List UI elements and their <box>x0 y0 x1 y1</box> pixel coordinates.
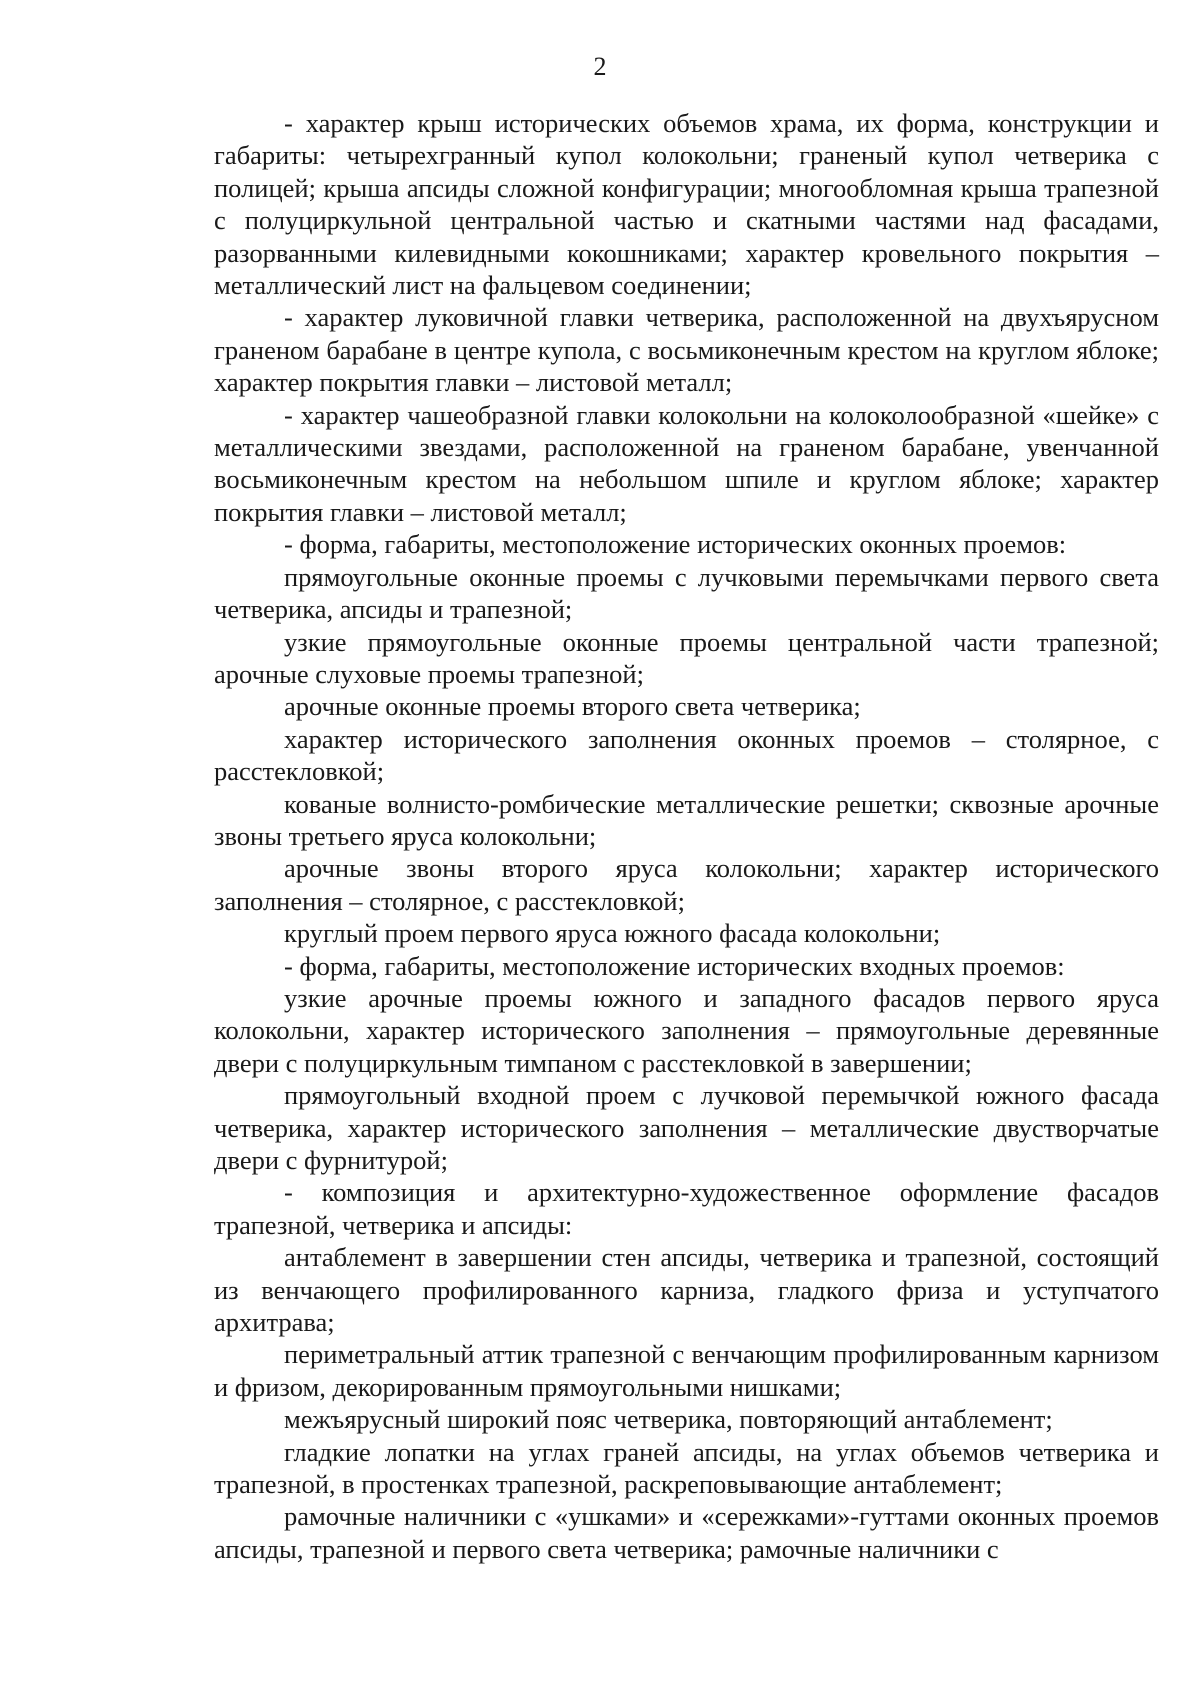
paragraph: межъярусный широкий пояс четверика, повторяющий антаблемент; <box>284 1404 1053 1435</box>
paragraph: - форма, габариты, местоположение исторических входных проемов: <box>284 950 1065 981</box>
paragraph: - характер крыш исторических объемов храма, их форма, конструкции и габариты: четырехгранный купол колокольни; граненый купол четверика с полицей; крыша апсиды сложной конфигурации; многообломная крыша трапезной с полуциркульной центральной частью и скатными частями над фасадами, разорванными килевидными кокошниками; характер кровельного покрытия – металлический лист на фальцевом соединении; <box>214 108 1159 301</box>
paragraph: - характер луковичной главки четверика, расположенной на двухъярусном граненом барабане в центре купола, с восьмиконечным крестом на круглом яблоке; характер покрытия главки – листовой металл; <box>214 302 1159 398</box>
paragraph: антаблемент в завершении стен апсиды, четверика и трапезной, состоящий из венчающего профилированного карниза, гладкого фриза и уступчатого архитрава; <box>214 1242 1159 1338</box>
paragraph: прямоугольные оконные проемы с лучковыми перемычками первого света четверика, апсиды и трапезной; <box>214 561 1159 625</box>
paragraph: - форма, габариты, местоположение исторических оконных проемов: <box>284 529 1067 560</box>
paragraph: гладкие лопатки на углах граней апсиды, на углах объемов четверика и трапезной, в простенках трапезной, раскреповывающие антаблемент; <box>214 1436 1159 1500</box>
paragraph: круглый проем первого яруса южного фасада колокольни; <box>284 918 941 949</box>
paragraph: рамочные наличники с «ушками» и «сережками»-гуттами оконных проемов апсиды, трапезной и первого света четверика; рамочные наличники с <box>214 1501 1159 1564</box>
paragraph: - композиция и архитектурно-художественное оформление фасадов трапезной, четверика и апсиды: <box>214 1177 1159 1240</box>
paragraph: - характер чашеобразной главки колокольни на колоколообразной «шейке» с металлическими звездами, расположенной на граненом барабане, увенчанной восьмиконечным крестом на небольшом шпиле и круглом яблоке; характер покрытия главки – листовой металл; <box>214 399 1159 527</box>
paragraph: арочные звоны второго яруса колокольни; характер исторического заполнения – столярное, с расстекловкой; <box>214 853 1159 916</box>
paragraph: характер исторического заполнения оконных проемов – столярное, с расстекловкой; <box>214 723 1159 787</box>
page-number: 2 <box>593 52 607 81</box>
paragraph: кованые волнисто-ромбические металлические решетки; сквозные арочные звоны третьего яруса колокольни; <box>214 788 1159 851</box>
paragraph: периметральный аттик трапезной с венчающим профилированным карнизом и фризом, декорированным прямоугольными нишками; <box>214 1339 1159 1402</box>
paragraph: прямоугольный входной проем с лучковой перемычкой южного фасада четверика, характер исторического заполнения – металлические двустворчатые двери с фурнитурой; <box>214 1080 1159 1175</box>
paragraph: арочные оконные проемы второго света четверика; <box>284 691 861 722</box>
paragraph: узкие прямоугольные оконные проемы центральной части трапезной; арочные слуховые проемы трапезной; <box>214 626 1159 689</box>
document-body <box>214 107 1159 1565</box>
paragraph: узкие арочные проемы южного и западного фасадов первого яруса колокольни, характер исторического заполнения – прямоугольные деревянные двери с полуциркульным тимпаном с расстекловкой в завершении; <box>214 982 1159 1078</box>
